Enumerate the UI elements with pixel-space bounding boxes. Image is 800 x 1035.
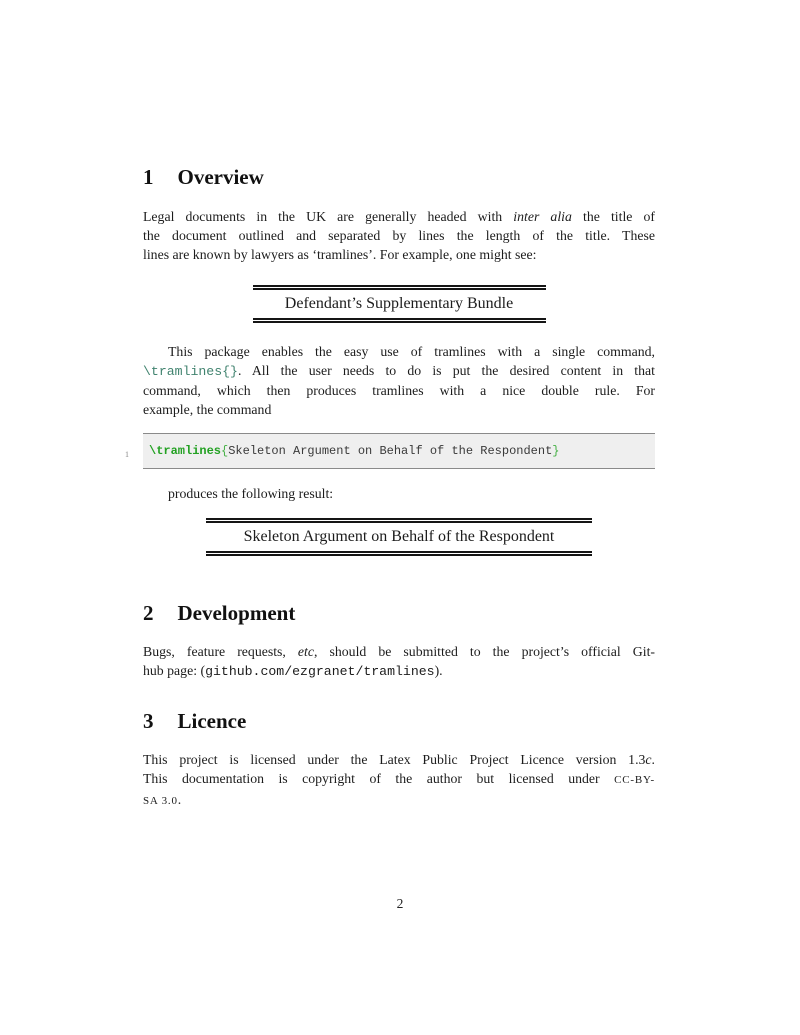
- text-segment: hub page: (: [143, 662, 206, 678]
- text-segment: This documentation is copyright of the author but licensed under: [143, 771, 615, 787]
- text-line: [143, 400, 655, 419]
- section-number: 2: [143, 600, 154, 625]
- text-line: [143, 790, 655, 811]
- paragraph-licence: [143, 750, 655, 812]
- text-segment: Legal documents in the UK are generally headed with: [143, 209, 514, 224]
- listing-line-number: 1: [125, 450, 129, 460]
- text-segment: , should be submitted to the project’s official Git-: [314, 643, 655, 659]
- section-number: 1: [143, 165, 154, 189]
- tramlines-example-2-text: Skeleton Argument on Behalf of the Respondent: [243, 527, 555, 545]
- section-heading-licence: [143, 708, 655, 734]
- text-segment: produces the following result:: [168, 486, 334, 502]
- text-segment: command, which then produces tramlines with a nice double rule. For: [143, 383, 655, 399]
- text-segment: CC-BY-: [614, 774, 655, 787]
- section-number: 3: [143, 709, 154, 734]
- inline-code: \tramlines{}: [143, 363, 238, 379]
- text-line: [143, 750, 655, 769]
- text-line: [143, 769, 655, 790]
- text-segment: inter alia: [513, 209, 572, 224]
- text-segment: SA 3.0: [143, 795, 178, 808]
- section-title: Overview: [177, 165, 264, 189]
- tramlines-example-2: [206, 518, 592, 556]
- text-segment: This package enables the easy use of tramlines with a single command,: [168, 343, 655, 359]
- text-segment: .: [177, 792, 182, 808]
- text-segment: the document outlined and separated by lines the length of the title. These: [143, 228, 655, 244]
- paragraph-development: [143, 642, 655, 681]
- listing-argument: Skeleton Argument on Behalf of the Respondent: [228, 444, 553, 459]
- text-segment: c: [645, 752, 652, 768]
- text-segment: Bugs, feature requests,: [143, 643, 298, 659]
- text-line: [143, 361, 655, 381]
- text-segment: example, the command: [143, 402, 272, 418]
- text-line: [143, 642, 655, 661]
- text-line: [143, 226, 655, 245]
- section-heading-overview: [143, 164, 655, 190]
- text-line: [143, 342, 655, 361]
- section-title: Licence: [177, 709, 247, 734]
- document-content: [125, 0, 655, 812]
- text-line: [143, 207, 655, 226]
- text-segment: This project is licensed under the Latex Public Project Licence version 1.3: [143, 752, 646, 768]
- tramlines-example-1-text: Defendant’s Supplementary Bundle: [284, 294, 514, 312]
- section-title: Development: [177, 600, 296, 625]
- paragraph-intro: [143, 207, 655, 265]
- text-line: [143, 484, 655, 503]
- paragraph-produces-result: [143, 484, 655, 503]
- text-segment: etc: [297, 643, 315, 659]
- paragraph-package-description: [143, 342, 655, 420]
- inline-code: github.com/ezgranet/tramlines: [205, 663, 435, 679]
- text-line: [143, 661, 655, 681]
- text-line: [143, 245, 655, 264]
- text-segment: ).: [434, 662, 443, 678]
- text-segment: .: [651, 752, 655, 768]
- section-heading-development: [143, 600, 655, 626]
- text-segment: . All the user needs to do is put the desired content in that: [237, 362, 655, 378]
- text-segment: the title of: [571, 209, 655, 224]
- listing-open-brace: {: [221, 444, 229, 459]
- tramlines-example-1: [253, 285, 546, 323]
- text-segment: lines are known by lawyers as ‘tramlines’. For example, one might see:: [143, 247, 537, 263]
- code-listing: [125, 433, 655, 469]
- page-number-footer: 2: [396, 896, 404, 911]
- text-line: [143, 381, 655, 400]
- listing-close-brace: }: [552, 444, 560, 459]
- listing-command-token: \tramlines: [149, 444, 222, 459]
